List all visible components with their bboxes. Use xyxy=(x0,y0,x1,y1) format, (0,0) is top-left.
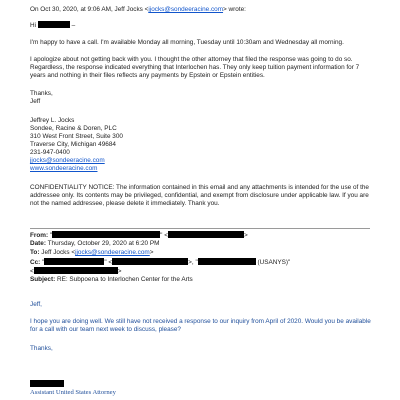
reply-header-suffix: > wrote: xyxy=(223,6,246,13)
confidentiality-notice: CONFIDENTIALITY NOTICE: The information contained in this email and any attachments is intended for the use of the addressee only. Its contents may be privileged, confidential, and exempt from disclosure under applicable law. If you are not the named addressee, please delete it immediately. Thank you. xyxy=(30,184,369,207)
forwarded-to xyxy=(30,249,153,257)
greeting-line xyxy=(30,21,75,30)
reply-name: Jeff xyxy=(30,98,41,105)
forwarded-from xyxy=(30,231,248,240)
original-body: I hope you are doing well. We still have not received a response to our inquiry from April of 2020. Would you be available for a call with our team next week to discuss, please? xyxy=(30,318,371,333)
message-divider xyxy=(30,228,370,229)
signature-website-link[interactable]: www.sondeeracine.com xyxy=(30,165,98,172)
redaction-block xyxy=(38,21,70,28)
redaction-block xyxy=(30,380,64,387)
signature-firm: Sondee, Racine & Doren, PLC xyxy=(30,125,117,132)
signature-email-link[interactable]: jjocks@sondeeracine.com xyxy=(30,157,105,164)
cc-text-4: (USANYS)" xyxy=(255,259,291,266)
subject-label: Subject: xyxy=(30,276,56,283)
original-sender-title: Assistant United States Attorney xyxy=(30,389,116,396)
reply-paragraph-2: I apologize about not getting back with you. I thought the other attorney that filed the response was going to do so. Regardless, the response indicated everything that Interlochen has. They only keep tuition payment information for 7 years and nothing in their files reflects any payments by Epstein or Epstein entities. xyxy=(30,56,360,79)
to-email-link[interactable]: jjocks@sondeeracine.com xyxy=(75,249,150,256)
to-suffix: > xyxy=(149,249,154,256)
to-prefix: Jeff Jocks < xyxy=(41,249,76,256)
cc-text-1: " xyxy=(42,259,45,266)
reply-header xyxy=(30,6,246,14)
from-label: From: xyxy=(30,232,49,239)
reply-closing: Thanks, xyxy=(30,90,53,97)
redaction-block xyxy=(44,258,104,265)
redaction-block xyxy=(34,267,118,274)
forwarded-date xyxy=(30,240,159,248)
signature-street: 310 West Front Street, Suite 300 xyxy=(30,133,123,140)
reply-header-prefix: On Oct 30, 2020, at 9:06 AM, Jeff Jocks < xyxy=(30,6,149,13)
cc-text-3: >, " xyxy=(188,259,198,266)
redaction-block xyxy=(49,231,160,239)
redaction-block xyxy=(112,258,188,265)
forwarded-cc-cont xyxy=(30,267,121,276)
from-quote-open: " xyxy=(49,232,53,239)
date-value: Thursday, October 29, 2020 at 6:20 PM xyxy=(47,240,160,247)
signature-phone: 231-947-0400 xyxy=(30,149,70,156)
subject-value: RE: Subpoena to Interlochen Center for the Arts xyxy=(57,276,193,283)
forwarded-subject xyxy=(30,276,193,284)
from-quote-close: > xyxy=(243,232,248,239)
greeting-suffix: – xyxy=(71,22,76,29)
cc-text-6: > xyxy=(117,268,122,275)
original-closing: Thanks, xyxy=(30,345,53,352)
signature-city: Traverse City, Michigan 49684 xyxy=(30,141,116,148)
date-label: Date: xyxy=(30,240,46,247)
forwarded-cc xyxy=(30,258,290,267)
header-email-link[interactable]: jjocks@sondeeracine.com xyxy=(148,6,224,13)
greeting-prefix: Hi xyxy=(30,22,37,29)
redaction-block xyxy=(198,258,256,265)
original-greeting: Jeff, xyxy=(30,301,42,308)
signature-name: Jeffrey L. Jocks xyxy=(30,117,75,124)
cc-label: Cc: xyxy=(30,259,41,266)
reply-paragraph-1: I'm happy to have a call. I'm available Monday all morning, Tuesday until 10:30am and Wednesday all morning. xyxy=(30,39,344,46)
to-label: To: xyxy=(30,249,40,256)
redaction-block xyxy=(168,231,244,238)
cc-text-5: < xyxy=(30,268,34,275)
from-quote-mid: " < xyxy=(160,232,168,239)
cc-text-2: " < xyxy=(104,259,113,266)
